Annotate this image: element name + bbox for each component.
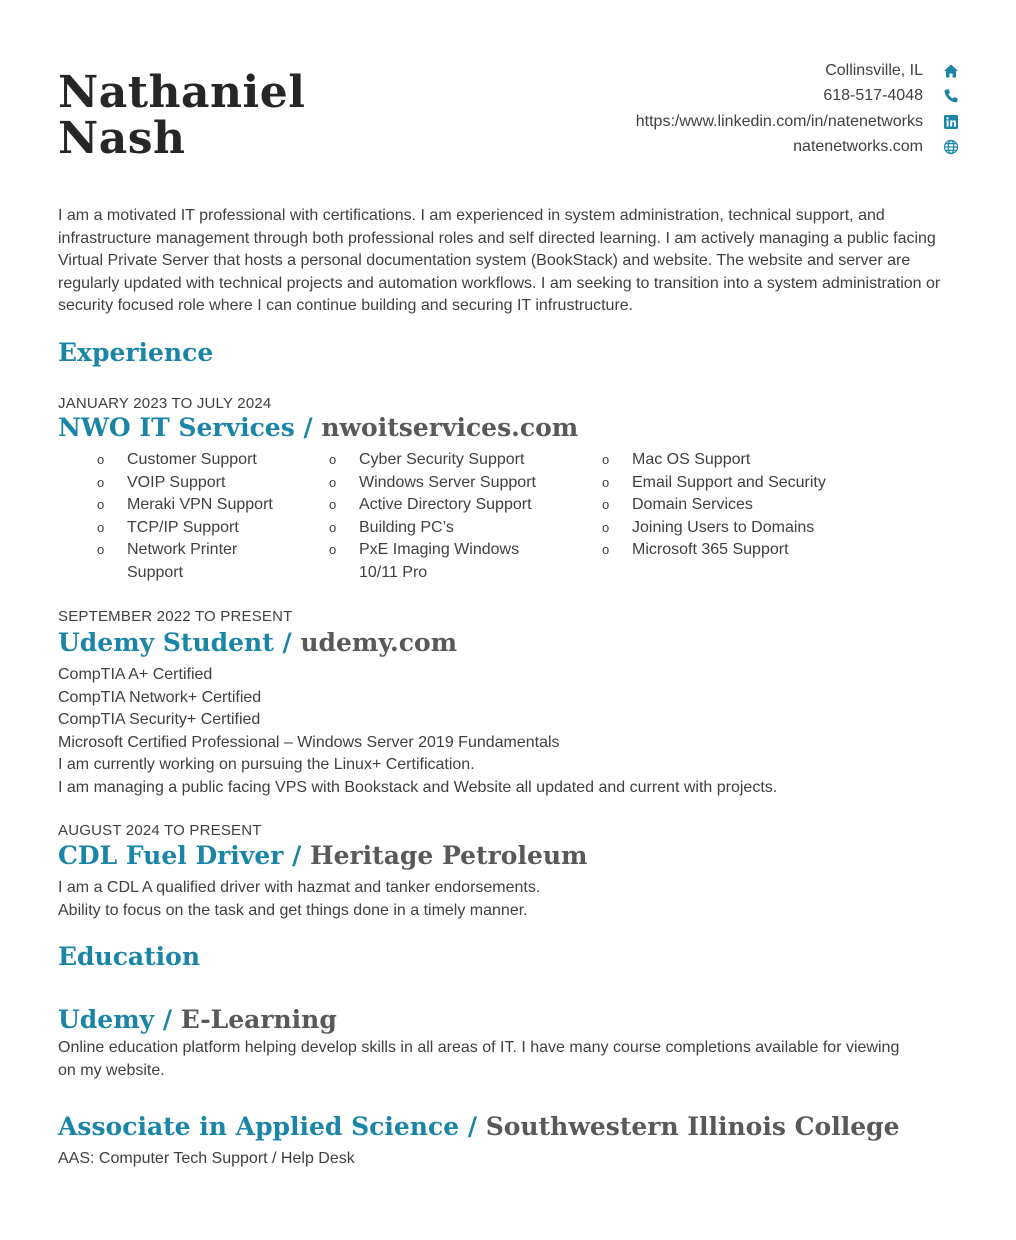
bullet-mark: o	[97, 519, 105, 535]
job-organization: Heritage Petroleum	[309, 841, 588, 870]
bullet-mark: o	[329, 452, 337, 467]
job-title	[58, 841, 587, 870]
skill-text: Cyber Security Support	[359, 451, 525, 468]
education-details	[58, 1148, 355, 1171]
education-program: Udemy	[58, 1005, 155, 1034]
job-organization: nwoitservices.com	[321, 413, 579, 442]
skills-column-2	[329, 449, 569, 584]
bullet-mark: o	[97, 542, 105, 557]
bullet-mark: o	[329, 474, 337, 490]
list-item	[97, 539, 277, 584]
title-separator: /	[303, 413, 313, 442]
bullet-mark: o	[97, 474, 105, 490]
detail-line: CompTIA A+ Certified	[58, 666, 213, 683]
location-text: Collinsville, IL	[825, 61, 923, 79]
skill-text: Network Printer Support	[127, 541, 238, 581]
education-heading: Education	[58, 942, 201, 971]
job-organization: udemy.com	[300, 628, 458, 657]
skills-list	[0, 449, 1016, 589]
list-item	[97, 517, 317, 540]
bullet-mark: o	[329, 542, 337, 557]
detail-line: Microsoft Certified Professional – Windows Server 2019 Fundamentals	[58, 733, 560, 751]
job-title	[58, 628, 457, 657]
title-separator: /	[467, 1112, 477, 1141]
education-institution: Southwestern Illinois College	[485, 1112, 900, 1141]
skill-text: TCP/IP Support	[127, 518, 239, 536]
bullet-mark: o	[329, 519, 337, 535]
detail-line: I am a CDL A qualified driver with hazmat and tanker endorsements.	[58, 879, 541, 896]
list-item	[329, 539, 539, 584]
contact-linkedin	[519, 109, 959, 135]
education-title	[58, 1112, 900, 1141]
skill-text: Meraki VPN Support	[127, 496, 273, 513]
detail-line: Ability to focus on the task and get things done in a timely manner.	[58, 901, 528, 919]
skill-text: Windows Server Support	[359, 473, 536, 491]
candidate-name	[58, 67, 306, 164]
contact-location	[519, 58, 959, 84]
title-separator: /	[282, 628, 292, 657]
contact-phone	[519, 84, 959, 110]
linkedin-icon	[943, 114, 959, 130]
phone-icon	[943, 88, 959, 104]
list-item	[97, 449, 317, 472]
first-name: Nathaniel	[58, 67, 306, 118]
home-icon	[943, 63, 959, 79]
list-item	[329, 449, 569, 472]
list-item	[602, 494, 892, 517]
detail-line: CompTIA Network+ Certified	[58, 688, 262, 706]
skills-column-1	[97, 449, 317, 584]
last-name: Nash	[58, 113, 186, 164]
detail-line: Online education platform helping develop skills in all areas of IT. I have many course completions available for viewing	[58, 1039, 900, 1056]
job-details	[58, 664, 777, 799]
list-item	[329, 472, 569, 495]
bullet-mark: o	[602, 474, 610, 490]
job-dates: AUGUST 2024 TO PRESENT	[58, 822, 262, 839]
education-institution: E-Learning	[180, 1005, 337, 1034]
skill-text: PxE Imaging Windows 10/11 Pro	[359, 541, 520, 581]
bullet-mark: o	[602, 452, 610, 467]
bullet-mark: o	[602, 497, 610, 512]
skill-text: Domain Services	[632, 496, 753, 513]
phone-text: 618-517-4048	[823, 87, 923, 105]
linkedin-text[interactable]: https:/www.linkedin.com/in/natenetworks	[635, 112, 923, 130]
education-details	[58, 1037, 899, 1082]
title-separator: /	[292, 841, 302, 870]
list-item	[602, 449, 892, 472]
detail-line: AAS: Computer Tech Support / Help Desk	[58, 1150, 355, 1167]
list-item	[329, 494, 569, 517]
detail-line: I am managing a public facing VPS with Bookstack and Website all updated and current with projects.	[58, 778, 778, 796]
summary-paragraph: I am a motivated IT professional with certifications. I am experienced in system administration, technical support, and infrastructure management through both professional roles and self directed learning. I am actively managing a public facing Virtual Private Server that hosts a personal documentation system (BookStack) and website. The website and server are regularly updated with technical projects and automation workflows. I am seeking to transition into a system administration or security focused role where I can continue building and securing IT infrustructure.	[58, 207, 941, 315]
contact-info	[519, 58, 959, 160]
detail-line: on my website.	[58, 1061, 165, 1079]
skill-text: Microsoft 365 Support	[632, 541, 789, 558]
job-role: CDL Fuel Driver	[58, 841, 284, 870]
globe-icon	[943, 139, 959, 155]
skills-column-3	[602, 449, 892, 562]
skill-text: Mac OS Support	[632, 451, 751, 468]
list-item	[97, 472, 317, 495]
skill-text: Email Support and Security	[632, 473, 826, 491]
title-separator: /	[162, 1005, 173, 1034]
list-item	[602, 539, 892, 562]
education-title	[58, 1005, 337, 1034]
skill-text: Customer Support	[127, 451, 257, 468]
skill-text: Building PC’s	[359, 518, 454, 536]
bullet-mark: o	[97, 452, 105, 467]
detail-line: I am currently working on pursuing the Linux+ Certification.	[58, 756, 475, 773]
skill-text: Active Directory Support	[359, 496, 532, 513]
list-item	[602, 472, 892, 495]
bullet-mark: o	[329, 497, 337, 512]
education-program: Associate in Applied Science	[58, 1112, 460, 1141]
list-item	[97, 494, 317, 517]
bullet-mark: o	[602, 519, 610, 535]
bullet-mark: o	[602, 542, 610, 557]
job-details	[58, 877, 540, 922]
job-dates: SEPTEMBER 2022 TO PRESENT	[58, 608, 293, 625]
list-item	[329, 517, 569, 540]
skill-text: VOIP Support	[127, 473, 226, 491]
skill-text: Joining Users to Domains	[632, 518, 815, 536]
list-item	[602, 517, 892, 540]
website-text[interactable]: natenetworks.com	[793, 138, 923, 156]
job-dates: JANUARY 2023 TO JULY 2024	[58, 395, 272, 412]
bullet-mark: o	[97, 497, 105, 512]
job-title	[58, 413, 578, 442]
contact-website	[519, 135, 959, 161]
job-role: NWO IT Services	[58, 413, 295, 442]
job-role: Udemy Student	[58, 628, 274, 657]
detail-line: CompTIA Security+ Certified	[58, 711, 261, 728]
experience-heading: Experience	[58, 338, 214, 367]
